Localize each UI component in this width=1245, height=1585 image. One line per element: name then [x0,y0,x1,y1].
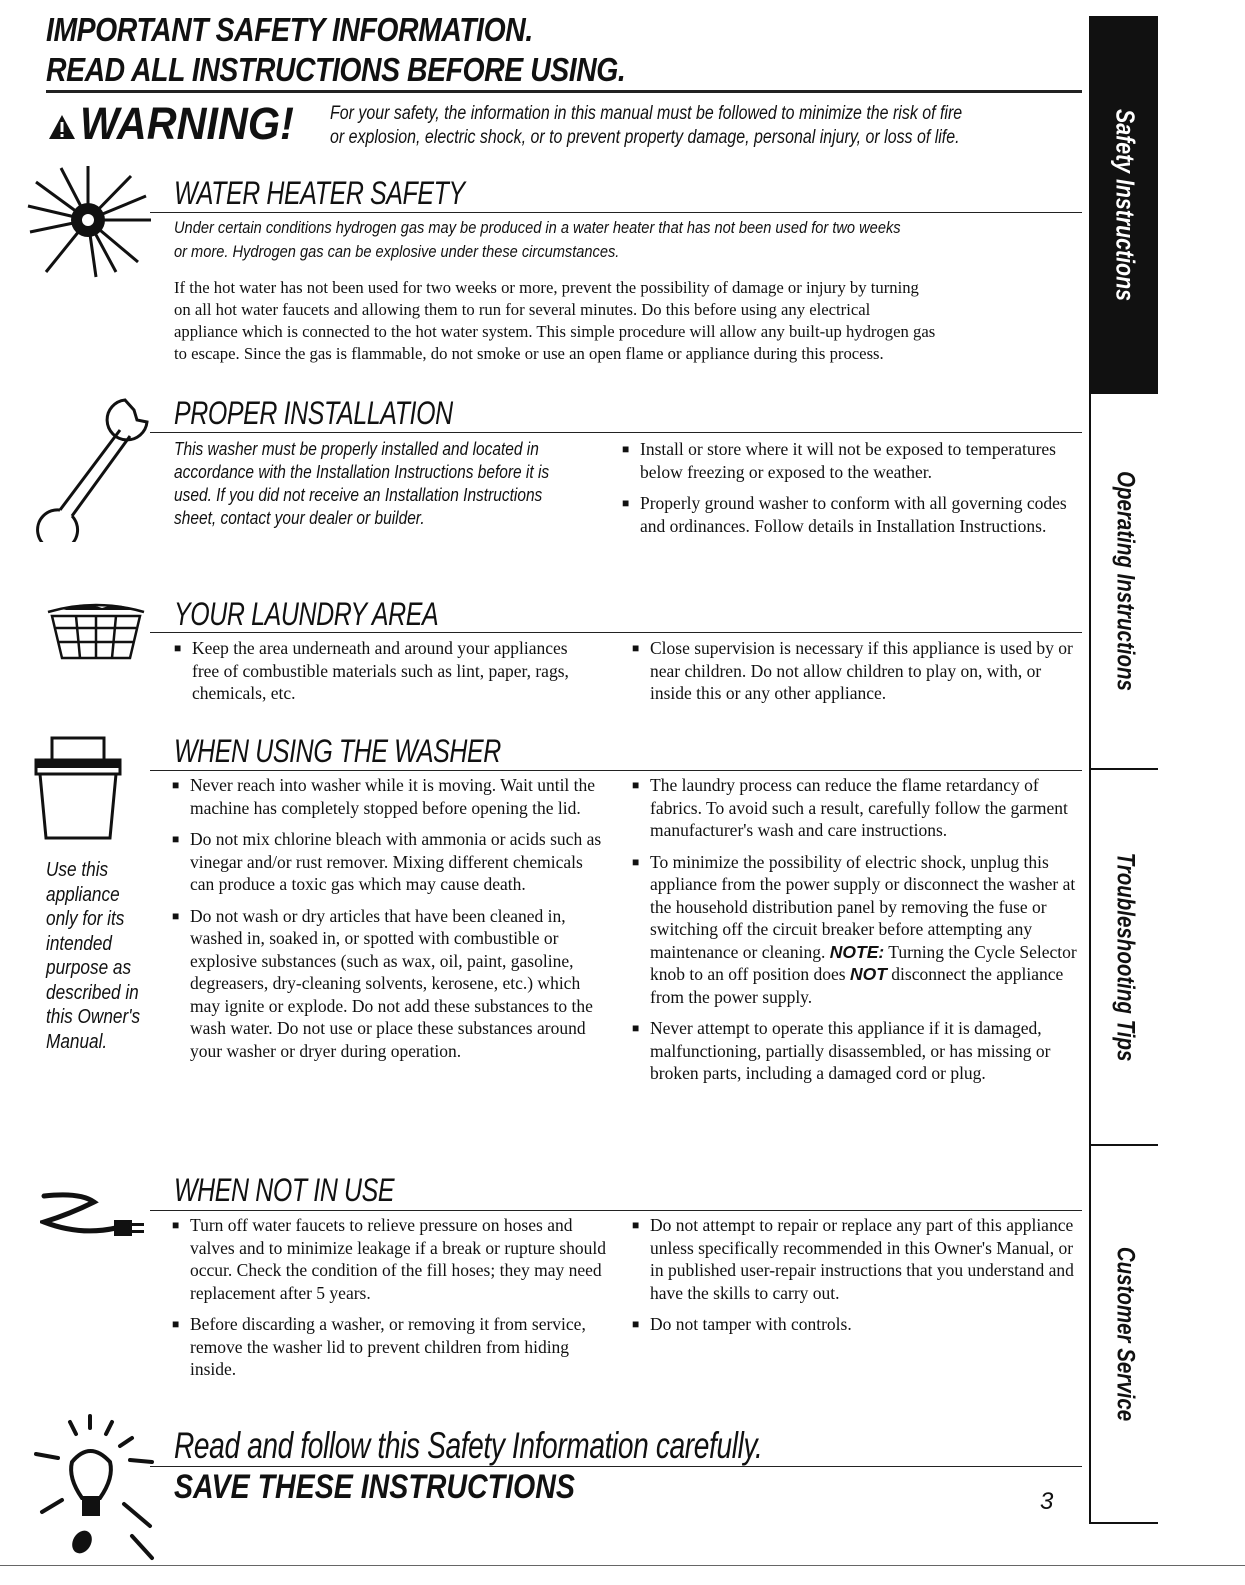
laundry-area-rule [150,632,1082,633]
tab-operating-instructions[interactable] [1089,394,1158,770]
page-number: 3 [1040,1488,1054,1515]
tab-label: Troubleshooting Tips [1111,852,1139,1062]
list-item: ■ Install or store where it will not be exposed to temperatures below freezing or exposed to the weather. [622,438,1074,483]
wrench-icon [30,392,160,542]
page-bottom-edge [0,1565,1245,1566]
side-note-line: only for its [46,908,125,930]
list-item: ■ To minimize the possibility of electric shock, unplug this appliance from the power supply or disconnect the washer at the household distribution panel by removing the fuse or switching off the circuit breaker before attempting any maintenance or cleaning. NOTE: Turning the Cycle Selector knob to an off position does NOT disconnect the appliance from the power supply. [632,851,1082,1009]
list-item: ■ Do not tamper with controls. [632,1313,1082,1336]
side-note-line: this Owner's [46,1006,141,1028]
not-in-use-left-bullets [172,1214,612,1390]
not-in-use-title: WHEN NOT IN USE [174,1172,395,1208]
tab-label: Customer Service [1111,1246,1139,1422]
save-instructions: SAVE THESE INSTRUCTIONS [174,1468,575,1506]
tab-label: Safety Instructions [1110,109,1140,301]
tab-safety-instructions[interactable] [1089,16,1158,394]
tab-label: Operating Instructions [1111,471,1139,691]
side-note [46,858,155,1054]
side-note-line: described in [46,981,139,1004]
side-note-line: Manual. [46,1030,108,1053]
using-washer-rule [150,770,1082,771]
warning-text-2: or explosion, electric shock, or to prevent property damage, personal injury, or loss of life. [330,127,960,148]
tab-troubleshooting-tips[interactable] [1089,770,1158,1146]
warning-triangle-icon [48,114,76,140]
not-in-use-rule [150,1210,1082,1211]
light-bulb-icon [32,1414,160,1566]
read-follow-text: Read and follow this Safety Information carefully. [174,1425,763,1466]
list-item: ■ Keep the area underneath and around your appliances free of combustible materials such as lint, paper, rags, chemicals, etc. [174,637,594,705]
list-item: ■ Properly ground washer to conform with all governing codes and ordinances. Follow details in Installation Instructions. [622,492,1074,537]
list-item: ■ Never attempt to operate this appliance if it is damaged, malfunctioning, partially disassembled, or has missing or broken parts, including a damaged cord or plug. [632,1017,1082,1085]
footer-rule [150,1466,1082,1467]
list-item: ■ The laundry process can reduce the flame retardancy of fabrics. To avoid such a result, carefully follow the garment manufacturer's wash and care instructions. [632,774,1082,842]
list-item: ■ Never reach into washer while it is moving. Wait until the machine has completely stopped before opening the lid. [172,774,604,819]
installation-bullets [622,438,1074,546]
installation-intro-line: used. If you did not receive an Installation Instructions [174,485,543,505]
using-washer-right-bullets [632,774,1082,1094]
installation-title: PROPER INSTALLATION [174,395,453,431]
water-heater-body [174,277,1084,365]
not-in-use-right-bullets [632,1214,1082,1345]
water-heater-rule [150,212,1082,213]
list-item: ■ Close supervision is necessary if this appliance is used by or near children. Do not allow children to play on, with, or inside this or any other appliance. [632,637,1082,705]
installation-intro [174,438,610,530]
using-washer-left-bullets [172,774,604,1071]
side-note-line: purpose as [46,957,132,979]
list-item: ■ Do not mix chlorine bleach with ammonia or acids such as vinegar and/or rust remover. Mixing different chemicals can produce a toxic gas which may cause death. [172,828,604,896]
header-line-1: IMPORTANT SAFETY INFORMATION. [46,11,533,48]
laundry-right-bullets [632,637,1082,714]
water-heater-intro-1: Under certain conditions hydrogen gas may be produced in a water heater that has not been used for two weeks [174,218,901,237]
header-rule [46,90,1082,93]
installation-intro-line: sheet, contact your dealer or builder. [174,508,425,528]
using-washer-title: WHEN USING THE WASHER [174,733,501,769]
side-note-line: intended [46,932,113,955]
warning-label: WARNING! [80,98,294,149]
water-heater-body-line: appliance which is connected to the hot water system. This simple procedure will allow any built-up hydrogen gas [174,322,936,341]
laundry-basket-icon [42,598,150,662]
tab-customer-service[interactable] [1089,1146,1158,1524]
side-note-line: Use this [46,859,109,881]
side-note-line: appliance [46,883,120,906]
water-heater-body-line: on all hot water faucets and allowing them to run for several minutes. Do this before using any electrical [174,300,871,319]
washer-icon [30,734,126,842]
water-heater-intro-2: or more. Hydrogen gas can be explosive under these circumstances. [174,242,620,261]
water-heater-body-line: If the hot water has not been used for two weeks or more, prevent the possibility of damage or injury by turning [174,278,919,297]
list-item: ■ Do not attempt to repair or replace any part of this appliance unless specifically recommended in this Owner's Manual, or in published user-repair instructions that you understand and have the skills to carry out. [632,1214,1082,1304]
installation-rule [150,432,1082,433]
sparkle-burst-icon [26,162,156,280]
warning-text-1: For your safety, the information in this manual must be followed to minimize the risk of fire [330,103,963,124]
laundry-area-title: YOUR LAUNDRY AREA [174,596,439,632]
installation-intro-line: This washer must be properly installed and located in [174,439,539,459]
header-line-2: READ ALL INSTRUCTIONS BEFORE USING. [46,51,626,88]
water-heater-title: WATER HEATER SAFETY [174,175,465,211]
list-item: ■ Turn off water faucets to relieve pressure on hoses and valves and to minimize leakage if a break or rupture should occur. Check the condition of the fill hoses; they may need replacement after 5 years. [172,1214,612,1304]
unplugged-cord-icon [40,1188,160,1250]
laundry-left-bullets [174,637,594,714]
water-heater-body-line: to escape. Since the gas is flammable, do not smoke or use an open flame or appliance during this process. [174,344,884,363]
list-item: ■ Before discarding a washer, or removing it from service, remove the washer lid to prevent children from hiding inside. [172,1313,612,1381]
installation-intro-line: accordance with the Installation Instructions before it is [174,462,550,482]
list-item: ■ Do not wash or dry articles that have been cleaned in, washed in, soaked in, or spotted with combustible or explosive substances (such as wax, oil, paint, gasoline, degreasers, dry-cleaning solvents, kerosene, etc.) which may ignite or explode. Do not add these substances to the wash water. Do not use or place these substances around your washer or dryer during operation. [172,905,604,1063]
